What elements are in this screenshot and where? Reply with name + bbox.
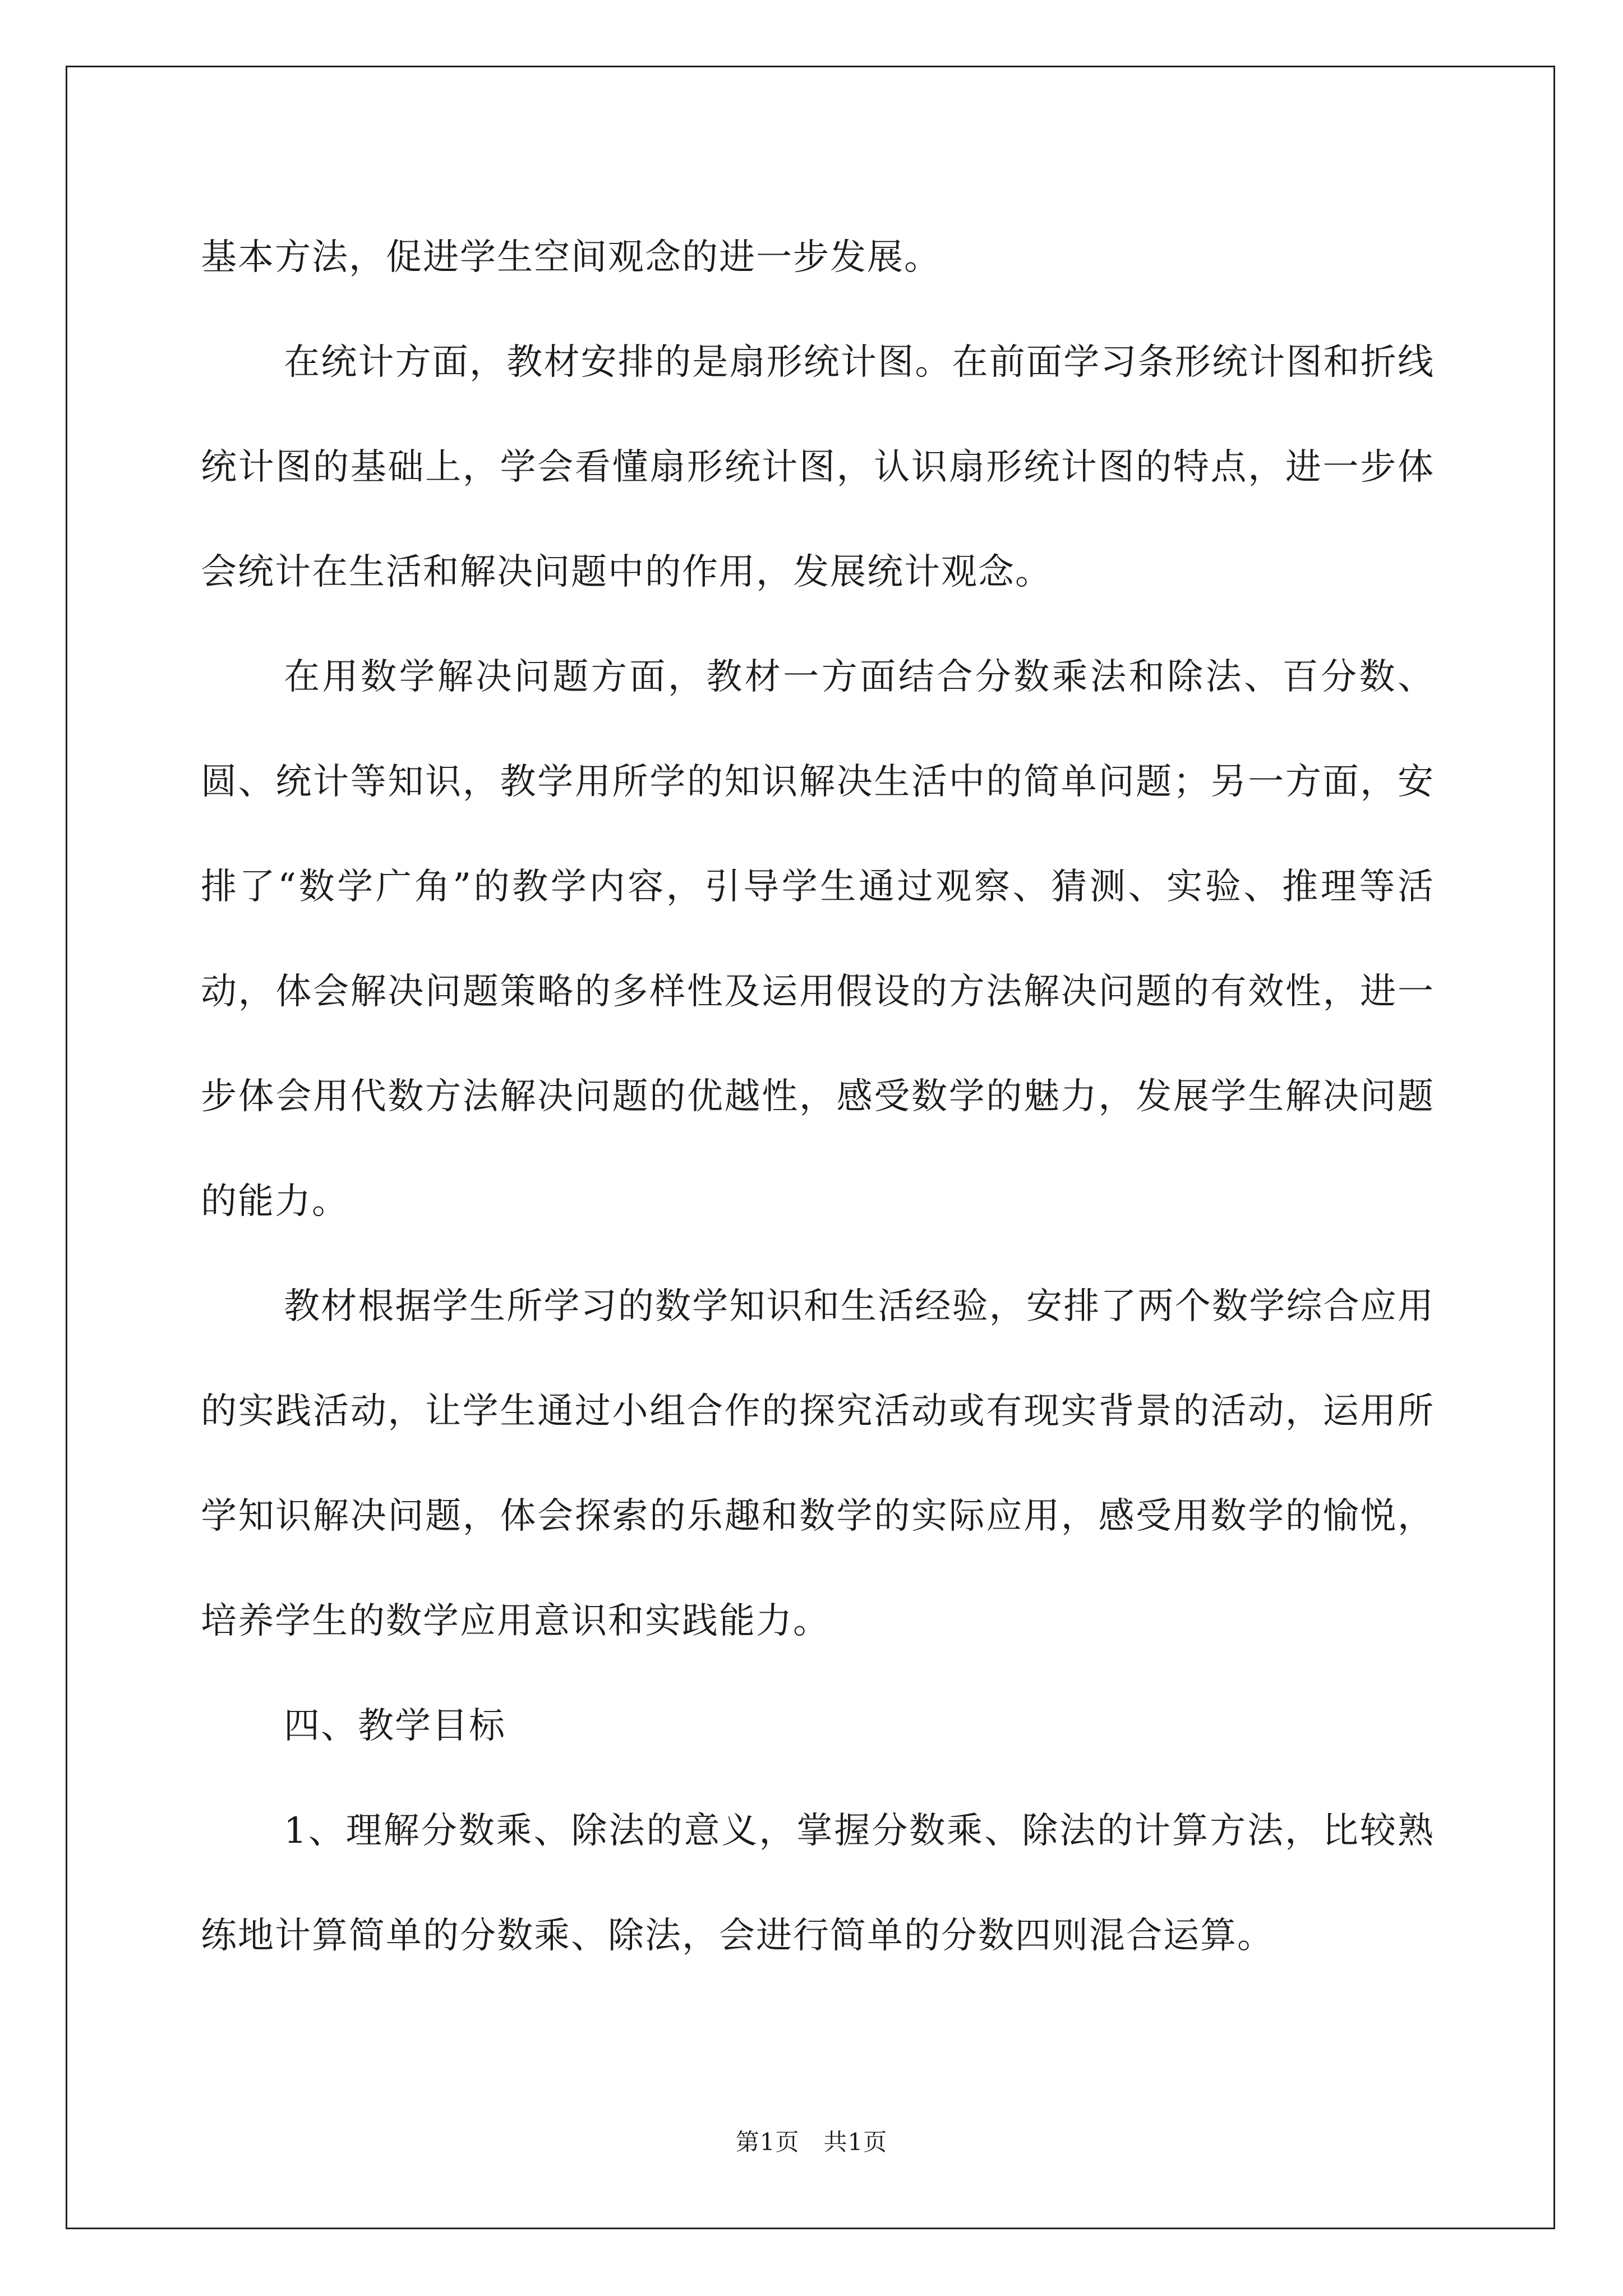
paragraph-problem-solving: 在用数学解决问题方面，教材一方面结合分数乘法和除法、百分数、圆、统计等知识，教学用所学的知识解决生活中的简单问题；另一方面，安排了“数学广角”的教学内容，引导学生通过观察、猜测、实验、推理等活动，体会解决问题策略的多样性及运用假设的方法解决问题的有效性，进一步体会用代数方法解决问题的优越性，感受数学的魅力，发展学生解决问题的能力。 (201, 656, 1435, 1222)
paragraph-goal-1: 1、理解分数乘、除法的意义，掌握分数乘、除法的计算方法，比较熟练地计算简单的分数乘、除法，会进行简单的分数四则混合运算。 (201, 1810, 1435, 1957)
paragraph-practice-activities: 教材根据学生所学习的数学知识和生活经验，安排了两个数学综合应用的实践活动，让学生通过小组合作的探究活动或有现实背景的活动，运用所学知识解决问题，体会探索的乐趣和数学的实际应用，感受用数学的愉悦，培养学生的数学应用意识和实践能力。 (201, 1286, 1435, 1642)
document-body (201, 205, 1435, 1989)
paragraph-statistics: 在统计方面，教材安排的是扇形统计图。在前面学习条形统计图和折线统计图的基础上，学会看懂扇形统计图，认识扇形统计图的特点，进一步体会统计在生活和解决问题中的作用，发展统计观念。 (201, 342, 1435, 593)
section-heading-teaching-goals: 四、教学目标 (284, 1705, 506, 1747)
paragraph-continuation: 基本方法，促进学生空间观念的进一步发展。 (201, 237, 941, 278)
page-footer: 第1页 共1页 (735, 2128, 888, 2156)
